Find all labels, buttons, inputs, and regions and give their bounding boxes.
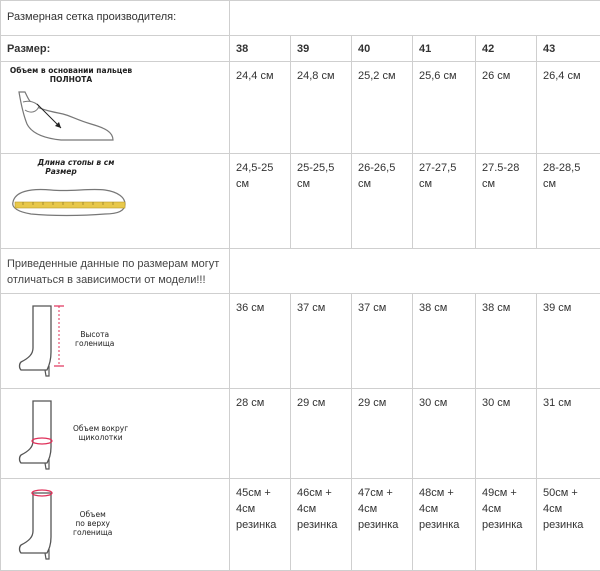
fullness-43: 26,4 см [537, 62, 600, 154]
fullness-row [1, 62, 600, 154]
top-girth-illustration-cell [1, 479, 230, 571]
top-girth-caption-1: Объем [73, 510, 112, 519]
shaft-height-41: 38 см [413, 294, 476, 389]
top-girth-40: 47см + 4см резинка [352, 479, 413, 571]
fullness-41: 25,6 см [413, 62, 476, 154]
top-girth-38: 45см + 4см резинка [230, 479, 291, 571]
top-girth-row [1, 479, 600, 571]
fullness-42: 26 см [476, 62, 537, 154]
boot-top-girth-icon [9, 485, 69, 561]
ankle-girth-39: 29 см [291, 389, 352, 479]
size-header-row [1, 36, 600, 62]
size-39: 39 [291, 36, 352, 62]
foot-length-42: 27.5-28 см [476, 154, 537, 249]
foot-length-40: 26-26,5 см [352, 154, 413, 249]
fullness-illustration-cell [1, 62, 230, 154]
chart-title: Размерная сетка производителя: [1, 1, 230, 36]
size-note: Приведенные данные по размерам могут отличаться в зависимости от модели!!! [1, 249, 230, 294]
ankle-girth-caption-2: щиколотки [73, 433, 128, 442]
fullness-40: 25,2 см [352, 62, 413, 154]
size-42: 42 [476, 36, 537, 62]
size-label: Размер: [1, 36, 230, 62]
fullness-caption-1: Объем в основании пальцев [1, 66, 141, 75]
size-41: 41 [413, 36, 476, 62]
ankle-girth-43: 31 см [537, 389, 600, 479]
shaft-height-40: 37 см [352, 294, 413, 389]
top-girth-caption-3: голенища [73, 528, 112, 537]
foot-length-38: 24,5-25 см [230, 154, 291, 249]
fullness-caption-2: ПОЛНОТА [1, 75, 141, 84]
boot-height-icon [9, 300, 69, 378]
shaft-height-caption-2: голенища [75, 339, 114, 348]
ankle-girth-42: 30 см [476, 389, 537, 479]
top-girth-42: 49см + 4см резинка [476, 479, 537, 571]
shaft-height-38: 36 см [230, 294, 291, 389]
fullness-39: 24,8 см [291, 62, 352, 154]
foot-length-43: 28-28,5 см [537, 154, 600, 249]
top-girth-41: 48см + 4см резинка [413, 479, 476, 571]
shaft-height-43: 39 см [537, 294, 600, 389]
size-38: 38 [230, 36, 291, 62]
title-row-empty [230, 1, 600, 36]
top-girth-43: 50см + 4см резинка [537, 479, 600, 571]
ankle-girth-illustration-cell [1, 389, 230, 479]
foot-length-caption-1: Длина стопы в см [1, 158, 151, 167]
shaft-height-row [1, 294, 600, 389]
shaft-height-42: 38 см [476, 294, 537, 389]
ankle-girth-40: 29 см [352, 389, 413, 479]
foot-length-ruler-icon [1, 176, 131, 224]
note-row-empty [230, 249, 600, 294]
foot-length-41: 27-27,5 см [413, 154, 476, 249]
ankle-girth-41: 30 см [413, 389, 476, 479]
foot-length-illustration-cell [1, 154, 230, 249]
ankle-girth-caption-1: Объем вокруг [73, 424, 128, 433]
foot-length-row [1, 154, 600, 249]
size-40: 40 [352, 36, 413, 62]
ankle-girth-38: 28 см [230, 389, 291, 479]
shaft-height-illustration-cell [1, 294, 230, 389]
fullness-38: 24,4 см [230, 62, 291, 154]
note-row [1, 249, 600, 294]
title-row [1, 1, 600, 36]
boot-ankle-icon [9, 395, 69, 471]
top-girth-caption-2: по верху [73, 519, 112, 528]
foot-length-caption-2: Размер [1, 167, 121, 176]
shaft-height-caption-1: Высота [75, 330, 114, 339]
shaft-height-39: 37 см [291, 294, 352, 389]
foot-length-39: 25-25,5 см [291, 154, 352, 249]
foot-fullness-icon [1, 84, 121, 144]
ankle-girth-row [1, 389, 600, 479]
top-girth-39: 46см + 4см резинка [291, 479, 352, 571]
size-43: 43 [537, 36, 600, 62]
